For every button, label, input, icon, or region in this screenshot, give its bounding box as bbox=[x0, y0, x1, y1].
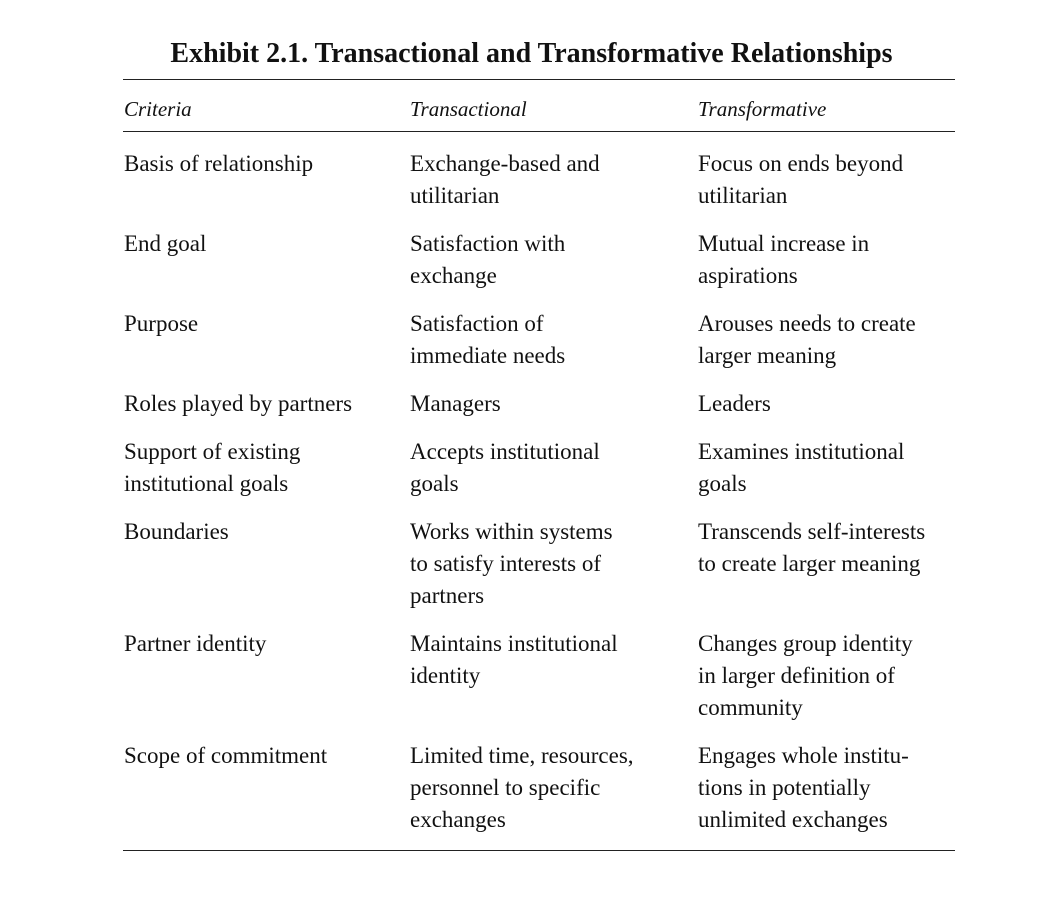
criteria-cell bbox=[124, 228, 399, 260]
criteria-cell bbox=[124, 436, 399, 500]
cell-line: Examines institutional bbox=[698, 439, 905, 464]
cell-line: Satisfaction with bbox=[410, 231, 566, 256]
cell-line: identity bbox=[410, 663, 481, 688]
cell-line: community bbox=[698, 695, 803, 720]
transformative-cell bbox=[698, 436, 960, 500]
cell-line: partners bbox=[410, 583, 485, 608]
cell-line: Exchange-based and bbox=[410, 151, 600, 176]
transformative-cell bbox=[698, 228, 960, 292]
cell-line: Arouses needs to create bbox=[698, 311, 916, 336]
criteria-cell bbox=[124, 388, 399, 420]
transactional-cell bbox=[410, 516, 685, 612]
bottom-rule bbox=[123, 850, 955, 851]
top-rule bbox=[123, 79, 955, 80]
transformative-cell bbox=[698, 148, 960, 212]
cell-line: tions in potentially bbox=[698, 775, 871, 800]
cell-line: institutional goals bbox=[124, 471, 289, 496]
cell-line: Transcends self-interests bbox=[698, 519, 926, 544]
cell-line: Maintains institutional bbox=[410, 631, 618, 656]
transactional-cell bbox=[410, 148, 685, 212]
transactional-cell bbox=[410, 388, 685, 420]
transformative-cell bbox=[698, 516, 960, 580]
criteria-cell bbox=[124, 516, 399, 548]
cell-line: Roles played by partners bbox=[124, 391, 353, 416]
transactional-cell bbox=[410, 740, 685, 836]
transformative-cell bbox=[698, 388, 960, 420]
transactional-cell bbox=[410, 228, 685, 292]
cell-line: Support of existing bbox=[124, 439, 301, 464]
criteria-cell bbox=[124, 308, 399, 340]
transactional-cell bbox=[410, 436, 685, 500]
cell-line: End goal bbox=[124, 231, 207, 256]
cell-line: Basis of relationship bbox=[124, 151, 314, 176]
cell-line: goals bbox=[698, 471, 747, 496]
exhibit-title: Exhibit 2.1. Transactional and Transformative Relationships bbox=[170, 38, 893, 69]
transactional-cell bbox=[410, 628, 685, 692]
cell-line: to create larger meaning bbox=[698, 551, 921, 576]
cell-line: unlimited exchanges bbox=[698, 807, 888, 832]
cell-line: immediate needs bbox=[410, 343, 566, 368]
cell-line: exchange bbox=[410, 263, 497, 288]
cell-line: Changes group identity bbox=[698, 631, 913, 656]
cell-line: aspirations bbox=[698, 263, 798, 288]
criteria-cell bbox=[124, 628, 399, 660]
cell-line: Focus on ends beyond bbox=[698, 151, 904, 176]
transformative-cell bbox=[698, 308, 960, 372]
cell-line: Boundaries bbox=[124, 519, 229, 544]
cell-line: Leaders bbox=[698, 391, 771, 416]
header-transactional: Transactional bbox=[410, 97, 527, 121]
cell-line: Satisfaction of bbox=[410, 311, 544, 336]
cell-line: Scope of commitment bbox=[124, 743, 328, 768]
cell-line: to satisfy interests of bbox=[410, 551, 601, 576]
cell-line: Partner identity bbox=[124, 631, 267, 656]
transactional-cell bbox=[410, 308, 685, 372]
cell-line: Managers bbox=[410, 391, 501, 416]
header-criteria: Criteria bbox=[124, 97, 192, 121]
criteria-cell bbox=[124, 740, 399, 772]
transformative-cell bbox=[698, 628, 960, 724]
cell-line: in larger definition of bbox=[698, 663, 895, 688]
transformative-cell bbox=[698, 740, 960, 836]
cell-line: Mutual increase in bbox=[698, 231, 870, 256]
cell-line: Limited time, resources, bbox=[410, 743, 634, 768]
cell-line: Works within systems bbox=[410, 519, 613, 544]
criteria-cell bbox=[124, 148, 399, 180]
cell-line: Purpose bbox=[124, 311, 199, 336]
header-rule bbox=[123, 131, 955, 132]
cell-line: goals bbox=[410, 471, 459, 496]
cell-line: utilitarian bbox=[410, 183, 500, 208]
cell-line: Accepts institutional bbox=[410, 439, 600, 464]
cell-line: Engages whole institu- bbox=[698, 743, 909, 768]
cell-line: larger meaning bbox=[698, 343, 837, 368]
cell-line: exchanges bbox=[410, 807, 506, 832]
cell-line: utilitarian bbox=[698, 183, 788, 208]
header-transformative: Transformative bbox=[698, 97, 827, 121]
cell-line: personnel to specific bbox=[410, 775, 601, 800]
